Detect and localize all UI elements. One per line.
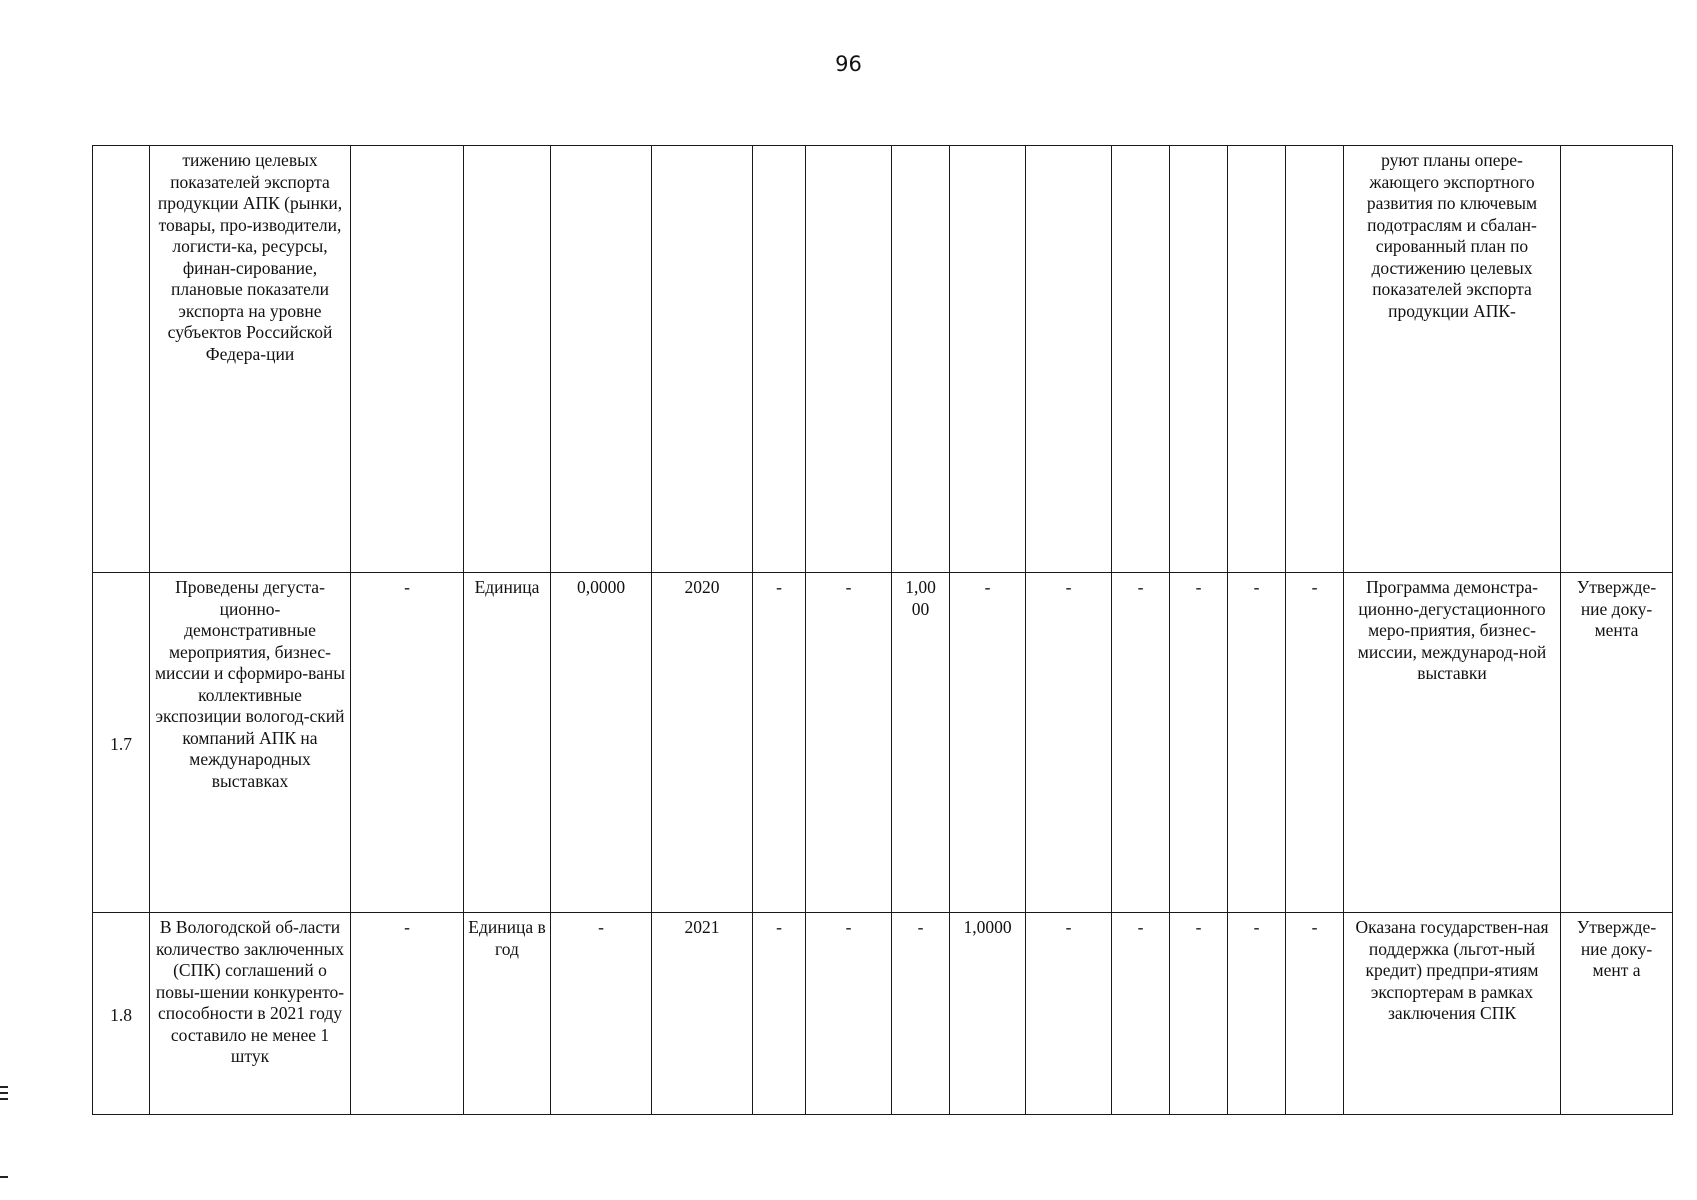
year-cell: 2020	[652, 573, 753, 913]
value-cell	[753, 146, 806, 573]
value-cell: -	[1228, 573, 1286, 913]
value-cell	[950, 146, 1026, 573]
unit-cell: Единица в год	[464, 913, 551, 1115]
year-cell	[652, 146, 753, 573]
document-cell	[1561, 146, 1673, 573]
unit-cell	[464, 146, 551, 573]
row-number: 1.7	[93, 573, 150, 913]
value-cell: -	[806, 573, 892, 913]
result-cell: руют планы опере-жающего экспортного развития по ключевым подотраслям и сбалан-сированный план по достижению целевых показателей экспорта продукции АПК-	[1344, 146, 1561, 573]
value-cell: -	[1170, 913, 1228, 1115]
binding-mark	[0, 1092, 8, 1094]
binding-mark	[0, 1098, 8, 1100]
value-cell: -	[1286, 913, 1344, 1115]
page-number: 96	[835, 52, 862, 76]
event-description: тижению целевых показателей экспорта продукции АПК (рынки, товары, про-изводители, логисти-ка, ресурсы, финан-сирование, плановые показатели экспорта на уровне субъектов Российской Федера-ции	[150, 146, 351, 573]
document-cell: Утвержде-ние доку-мента	[1561, 573, 1673, 913]
cell-c2: -	[351, 913, 464, 1115]
value-cell: -	[1170, 573, 1228, 913]
value-cell	[1170, 146, 1228, 573]
cell-c2	[351, 146, 464, 573]
value-cell: -	[950, 573, 1026, 913]
value-cell: -	[1286, 573, 1344, 913]
base-value-cell	[551, 146, 652, 573]
table-row	[93, 573, 1673, 913]
value-cell: 1,00 00	[892, 573, 950, 913]
result-cell: Программа демонстра-ционно-дегустационного меро-приятия, бизнес-миссии, международ-ной выставки	[1344, 573, 1561, 913]
base-value-cell: -	[551, 913, 652, 1115]
value-cell	[1026, 146, 1112, 573]
value-cell	[1112, 146, 1170, 573]
value-cell: -	[1112, 573, 1170, 913]
value-cell: -	[1228, 913, 1286, 1115]
row-number: 1.8	[93, 913, 150, 1115]
base-value-cell: 0,0000	[551, 573, 652, 913]
value-cell	[1228, 146, 1286, 573]
value-cell	[892, 146, 950, 573]
event-description: В Вологодской об-ласти количество заключенных (СПК) соглашений о повы-шении конкуренто-способности в 2021 году составило не менее 1 штук	[150, 913, 351, 1115]
binding-mark	[0, 1086, 8, 1088]
result-cell: Оказана государствен-ная поддержка (льгот-ный кредит) предпри-ятиям экспортерам в рамках заключения СПК	[1344, 913, 1561, 1115]
value-cell: -	[1112, 913, 1170, 1115]
measures-table	[92, 145, 1673, 1115]
value-cell	[806, 146, 892, 573]
value-cell: -	[1026, 573, 1112, 913]
value-cell	[1286, 146, 1344, 573]
value-cell: -	[753, 573, 806, 913]
value-cell: -	[753, 913, 806, 1115]
binding-mark	[0, 1176, 8, 1178]
unit-cell: Единица	[464, 573, 551, 913]
row-number	[93, 146, 150, 573]
value-cell: -	[892, 913, 950, 1115]
value-cell: -	[1026, 913, 1112, 1115]
table-row	[93, 146, 1673, 573]
cell-c2: -	[351, 573, 464, 913]
value-cell: 1,0000	[950, 913, 1026, 1115]
value-cell: -	[806, 913, 892, 1115]
year-cell: 2021	[652, 913, 753, 1115]
table-row	[93, 913, 1673, 1115]
event-description: Проведены дегуста-ционно-демонстративные мероприятия, бизнес-миссии и сформиро-ваны коллективные экспозиции вологод-ский компаний АПК на международных выставках	[150, 573, 351, 913]
document-cell: Утвержде-ние доку-мент а	[1561, 913, 1673, 1115]
